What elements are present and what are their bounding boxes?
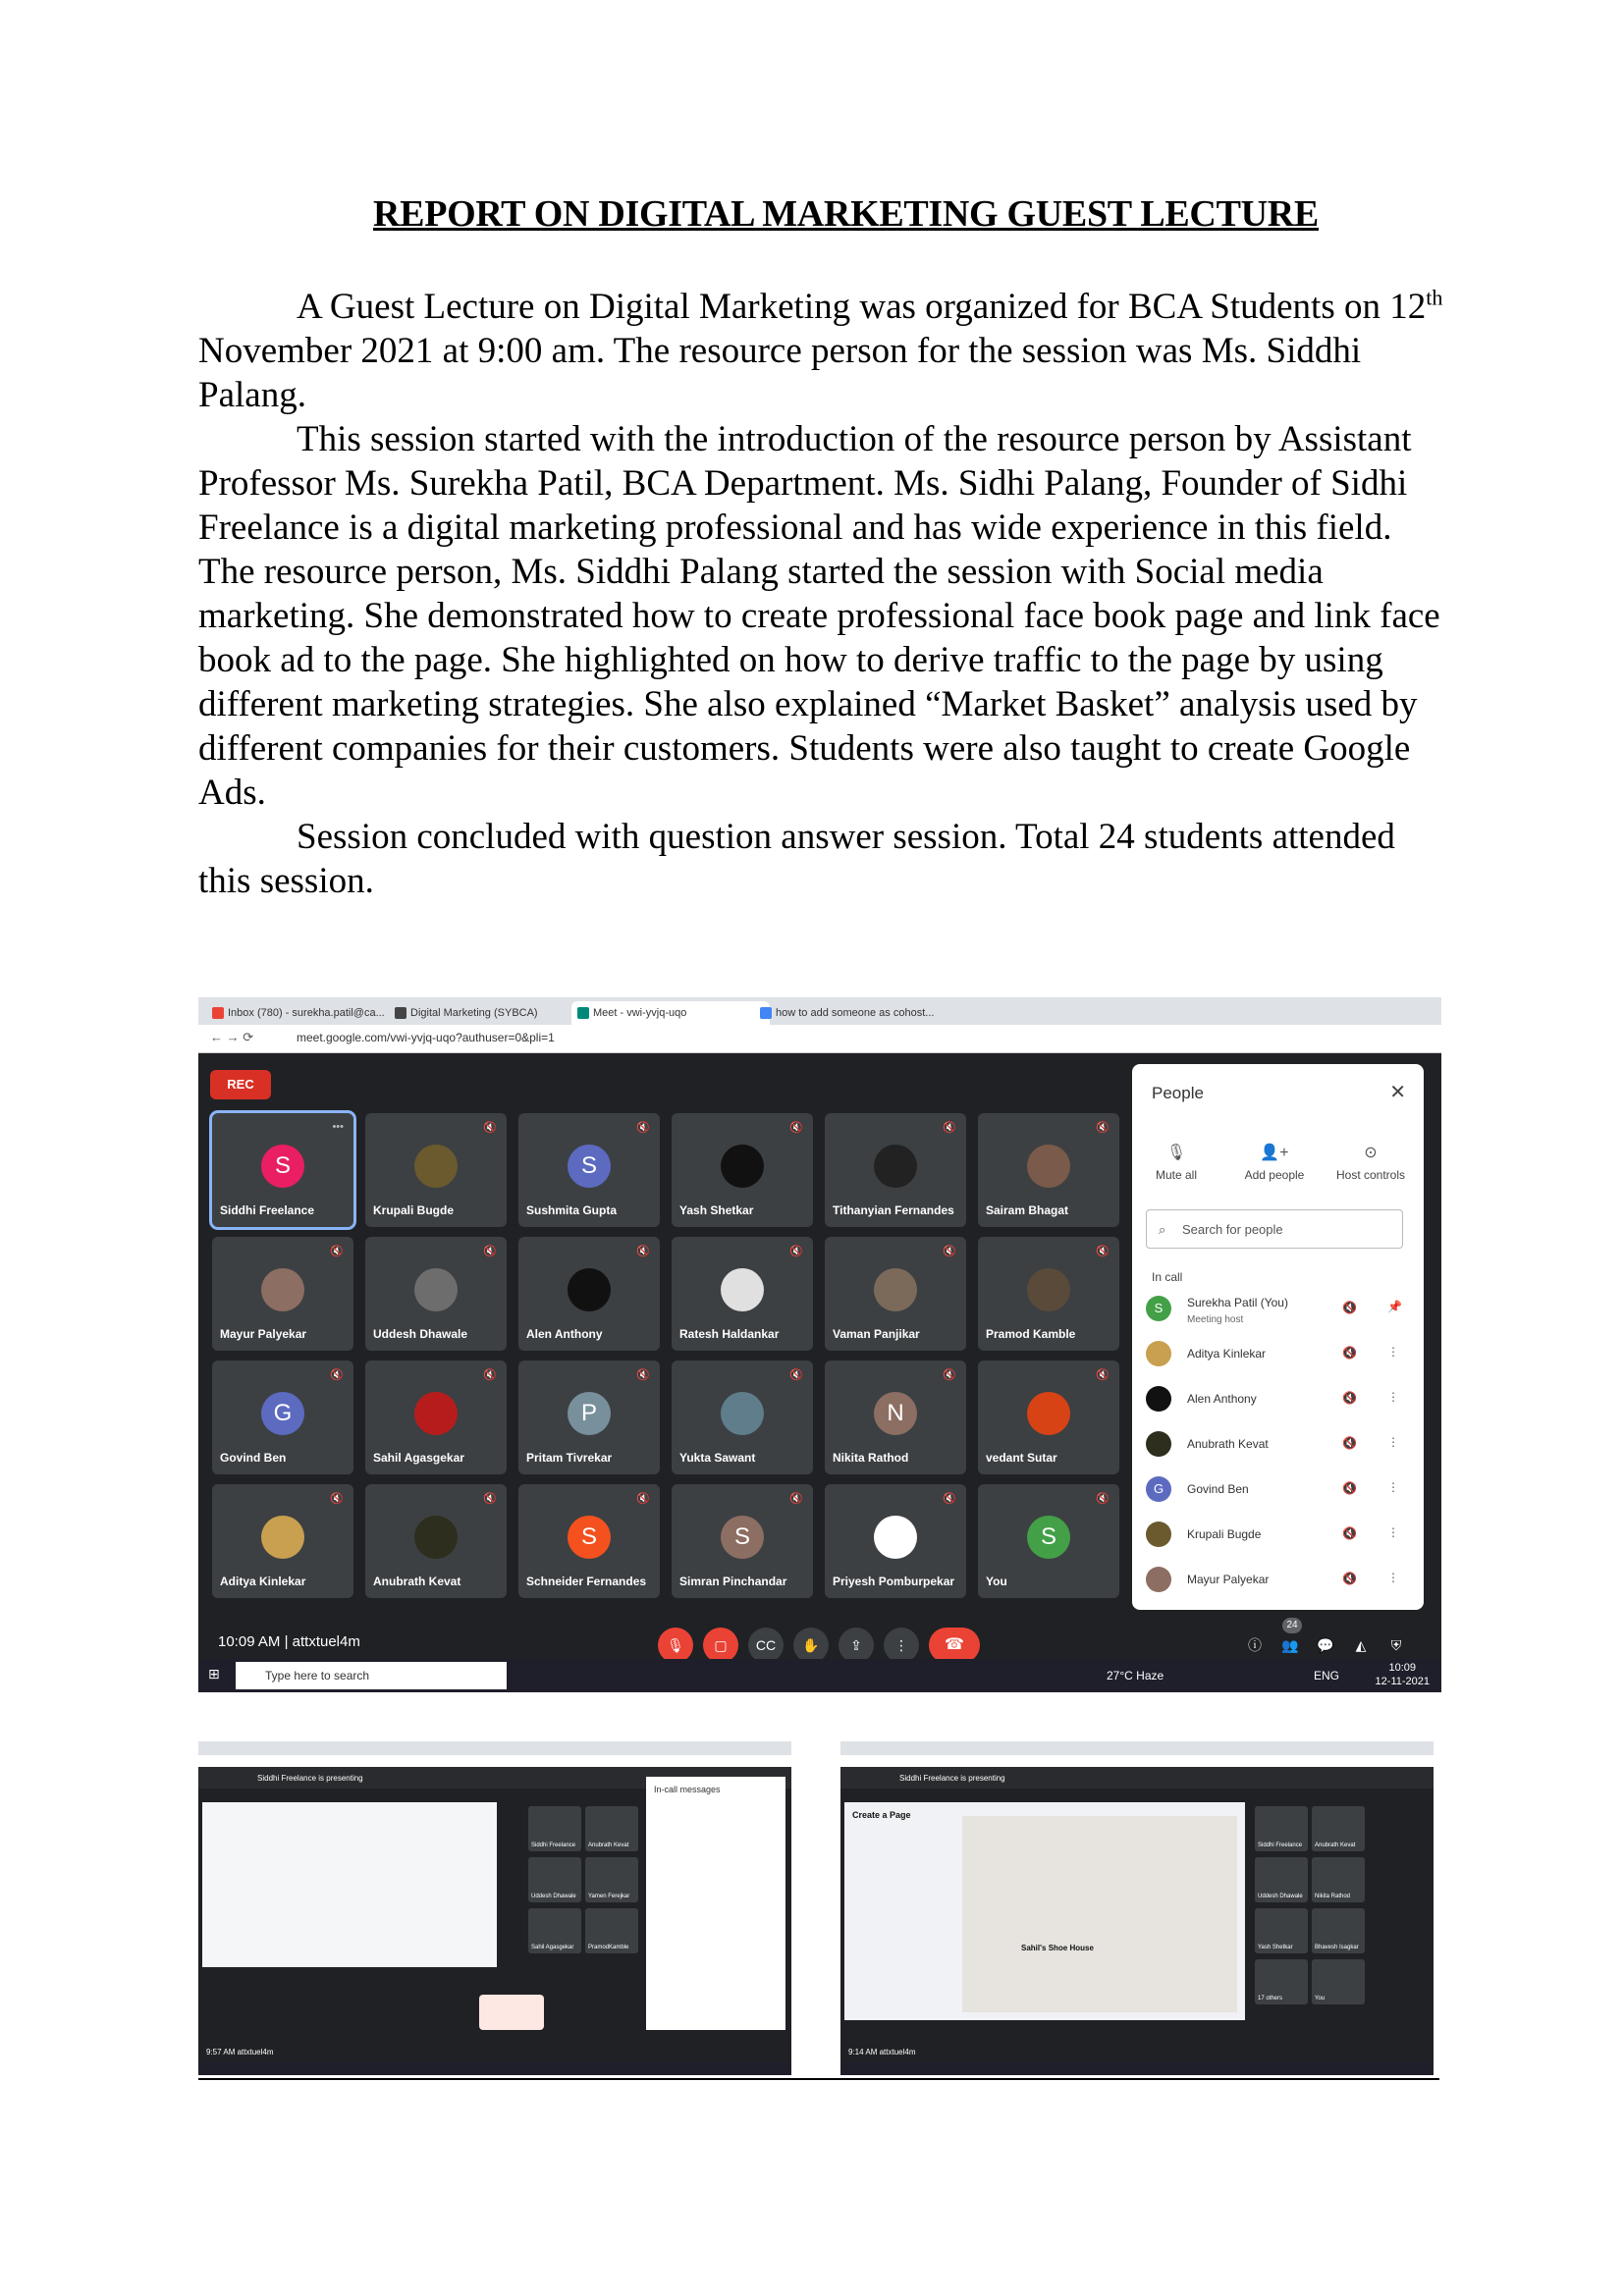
avatar: S (568, 1516, 611, 1559)
chat-button[interactable]: 💬 (1317, 1637, 1334, 1653)
avatar: P (568, 1392, 611, 1435)
tab-search[interactable]: how to add someone as cohost... (754, 1001, 952, 1025)
participant-name: Tithanyian Fernandes (833, 1203, 954, 1217)
language-indicator: ENG (1314, 1669, 1340, 1682)
avatar (874, 1145, 917, 1188)
separator: | (284, 1633, 289, 1650)
participant-tile[interactable] (978, 1484, 1119, 1598)
avatar (1146, 1341, 1171, 1366)
participant-tile[interactable] (1312, 1959, 1365, 2004)
mic-off-icon: 🔇 (1342, 1391, 1357, 1405)
mic-off-icon: 🔇 (636, 1493, 650, 1505)
windows-start-icon[interactable]: ⊞ (208, 1666, 220, 1682)
participant-tile[interactable] (585, 1857, 638, 1902)
mic-toggle-button[interactable]: 🎙 (658, 1628, 693, 1663)
participant-tile[interactable] (978, 1361, 1119, 1474)
avatar (1146, 1386, 1171, 1412)
url-text: meet.google.com/vwi-yvjq-uqo?authuser=0&pli=1 (297, 1031, 555, 1044)
mic-off-icon: 🔇 (330, 1246, 344, 1257)
screen-share-screenshot-facebook (840, 1741, 1434, 2075)
participant-tile[interactable] (1255, 1959, 1308, 2004)
browser-tab-bar (198, 1741, 791, 1755)
participant-name: Alen Anthony (526, 1327, 603, 1341)
paragraph-4: Session concluded with question answer session. Total 24 students attended this session. (198, 817, 1395, 901)
more-icon[interactable]: ⋮ (1387, 1480, 1399, 1494)
mic-off-icon: 🔇 (483, 1122, 497, 1134)
participant-name: Sushmita Gupta (526, 1203, 618, 1217)
participant-name: Mayur Palyekar (220, 1327, 307, 1341)
avatar (874, 1516, 917, 1559)
mic-off-icon: 🔇 (1096, 1246, 1110, 1257)
participant-tile[interactable] (1255, 1857, 1308, 1902)
people-list-item[interactable] (1146, 1429, 1411, 1459)
people-list-item[interactable] (1146, 1565, 1411, 1594)
avatar (414, 1516, 458, 1559)
participant-name: Krupali Bugde (373, 1203, 455, 1217)
participant-tile[interactable] (365, 1484, 507, 1598)
more-icon[interactable]: ⋮ (1387, 1390, 1399, 1404)
mic-off-icon: 🔇 (789, 1493, 803, 1505)
person-name: Krupali Bugde (1187, 1527, 1262, 1541)
avatar (414, 1145, 458, 1188)
person-name: Govind Ben (1187, 1482, 1249, 1496)
shared-screen: Create a Page Sahil's Shoe House (844, 1802, 1245, 2020)
participant-name: Siddhi Freelance (220, 1203, 315, 1217)
gmail-icon (212, 1007, 224, 1019)
participant-tile[interactable] (528, 1857, 581, 1902)
participant-name: Pritam Tivrekar (526, 1451, 613, 1465)
person-name: Mayur Palyekar (1187, 1573, 1270, 1586)
mic-off-icon: 🔇 (330, 1369, 344, 1381)
mic-off-icon: 🔇 (789, 1246, 803, 1257)
in-call-label: In call (1152, 1270, 1183, 1284)
avatar (414, 1392, 458, 1435)
participant-name: Uddesh Dhawale (1258, 1894, 1303, 1899)
presenting-banner: Siddhi Freelance is presenting (840, 1767, 1434, 1789)
person-name: Aditya Kinlekar (1187, 1347, 1267, 1361)
mute-all-button[interactable]: 🎙 Mute all (1132, 1143, 1220, 1182)
shot3-time: 9:14 AM attxtuel4m (848, 2048, 916, 2056)
bottom-rule (198, 2078, 1439, 2080)
avatar: S (721, 1516, 764, 1559)
people-search-input[interactable]: ⌕ Search for people (1146, 1209, 1403, 1249)
meet-icon (577, 1007, 589, 1019)
paragraph-1: A Guest Lecture on Digital Marketing was organized for BCA Students on 12th November 2021 at 9:00 am. The resource person for the session was Ms. Siddhi Palang. (198, 285, 1443, 415)
address-bar[interactable] (198, 1025, 1441, 1053)
raise-hand-button[interactable]: ✋ (793, 1628, 829, 1663)
pin-icon[interactable]: 📌 (1387, 1300, 1402, 1313)
mic-off-icon: 🔇 (483, 1246, 497, 1257)
meeting-time: 10:09 AM | attxtuel4m (218, 1633, 360, 1650)
participant-tile[interactable] (825, 1361, 966, 1474)
mic-off-icon: 🔇 (943, 1493, 956, 1505)
toggle-icon: ⊙ (1364, 1145, 1378, 1161)
avatar (1027, 1392, 1070, 1435)
tab-meet[interactable]: Meet - vwi-yvjq-uqo (571, 1001, 770, 1025)
mic-off-icon: 🔇 (1342, 1301, 1357, 1314)
shot2-time: 9:57 AM attxtuel4m (206, 2048, 274, 2056)
mic-off-icon: 🔇 (1096, 1369, 1110, 1381)
avatar (721, 1145, 764, 1188)
mic-off-icon: 🎙 (1165, 1145, 1187, 1161)
participant-tile[interactable] (825, 1484, 966, 1598)
participant-name: You (986, 1575, 1007, 1588)
participant-tile[interactable] (518, 1237, 660, 1351)
add-people-button[interactable]: 👤+ Add people (1230, 1143, 1319, 1182)
participant-tile[interactable] (365, 1237, 507, 1351)
participant-tile[interactable] (365, 1113, 507, 1227)
person-role: Meeting host (1187, 1314, 1244, 1325)
participant-tile[interactable] (365, 1361, 507, 1474)
people-list-item[interactable] (1146, 1339, 1411, 1368)
shared-screen (202, 1802, 497, 1967)
mic-off-icon: 🔇 (1096, 1493, 1110, 1505)
taskbar-clock: 10:09 12-11-2021 (1375, 1662, 1430, 1687)
captions-button[interactable]: CC (748, 1628, 784, 1663)
tab-classroom[interactable]: Digital Marketing (SYBCA) (389, 1001, 587, 1025)
participant-tile[interactable] (1312, 1806, 1365, 1851)
paragraph-2: This session started with the introduction of the resource person by Assistant Professor Ms. Surekha Patil, BCA Department. Ms. Sidhi Palang, Founder of Sidhi Freelance is a digital marketing professional and has wide experience in this field. (198, 419, 1412, 548)
report-title: REPORT ON DIGITAL MARKETING GUEST LECTURE (373, 193, 1319, 235)
participant-name: Yash Shetkar (679, 1203, 754, 1217)
participant-tile[interactable] (672, 1113, 813, 1227)
activities-button[interactable]: ◭ (1355, 1637, 1367, 1653)
participant-tile[interactable] (978, 1237, 1119, 1351)
avatar (1146, 1522, 1171, 1547)
participant-name: Simran Pinchandar (679, 1575, 787, 1588)
more-icon[interactable]: ⋮ (1387, 1345, 1399, 1359)
avatar (721, 1268, 764, 1311)
participant-name: 17 others (1258, 1996, 1283, 2002)
mic-off-icon: 🔇 (1342, 1526, 1357, 1540)
mic-off-icon: 🔇 (636, 1122, 650, 1134)
participant-name: Sahil Agasgekar (373, 1451, 464, 1465)
participant-tile[interactable] (585, 1908, 638, 1953)
more-icon[interactable]: ⋮ (1387, 1525, 1399, 1539)
participant-name: vedant Sutar (986, 1451, 1057, 1465)
person-name: Anubrath Kevat (1187, 1437, 1269, 1451)
avatar (414, 1268, 458, 1311)
avatar: N (874, 1392, 917, 1435)
person-name: Alen Anthony (1187, 1392, 1257, 1406)
participant-tile[interactable] (212, 1484, 353, 1598)
participant-name: Priyesh Pomburpekar (833, 1575, 955, 1588)
participant-name: Yash Shetkar (1258, 1945, 1293, 1950)
windows-taskbar (840, 2061, 1434, 2075)
participant-name: Nikita Rathod (1315, 1894, 1351, 1899)
participant-name: Yamen Ferejkar (588, 1894, 630, 1899)
participant-name: Sahil Agasgekar (531, 1945, 574, 1950)
participant-tile[interactable] (528, 1908, 581, 1953)
participant-tile[interactable] (1312, 1857, 1365, 1902)
participant-tile[interactable] (518, 1113, 660, 1227)
participant-tile[interactable] (825, 1237, 966, 1351)
participant-name: Siddhi Freelance (531, 1842, 576, 1848)
participant-name: Pramod Kamble (986, 1327, 1076, 1341)
mic-off-icon: 🔇 (943, 1246, 956, 1257)
mic-off-icon: 🔇 (943, 1122, 956, 1134)
page-preview: Sahil's Shoe House (962, 1816, 1237, 2012)
mic-off-icon: 🔇 (483, 1493, 497, 1505)
browser-tab-bar (840, 1741, 1434, 1755)
participant-tile[interactable] (1255, 1908, 1308, 1953)
people-button[interactable]: 👥 (1281, 1637, 1299, 1653)
avatar (1146, 1567, 1171, 1592)
more-icon[interactable]: ⋮ (1387, 1571, 1399, 1584)
participant-name: Anubrath Kevat (1315, 1842, 1356, 1848)
presenting-banner: Siddhi Freelance is presenting (198, 1767, 791, 1789)
avatar: S (568, 1145, 611, 1188)
participant-name: Aditya Kinlekar (220, 1575, 306, 1588)
avatar (1027, 1145, 1070, 1188)
participant-name: PramodKamble (588, 1945, 629, 1950)
person-name: Surekha Patil (You) (1187, 1296, 1288, 1309)
avatar (568, 1268, 611, 1311)
participant-name: Ratesh Haldankar (679, 1327, 780, 1341)
browser-tab-bar (198, 997, 1441, 1025)
participant-tile[interactable] (518, 1484, 660, 1598)
people-list-item[interactable] (1146, 1384, 1411, 1414)
host-shield-button[interactable]: ⛨ (1390, 1637, 1402, 1653)
participant-tile[interactable] (518, 1361, 660, 1474)
rec-badge: REC (210, 1070, 271, 1099)
avatar (721, 1392, 764, 1435)
taskbar-search-input[interactable]: Type here to search (236, 1662, 507, 1689)
participant-tile[interactable] (825, 1113, 966, 1227)
participant-name: Uddesh Dhawale (531, 1894, 576, 1899)
people-count-badge: 24 (1282, 1618, 1302, 1633)
mic-off-icon: 🔇 (943, 1369, 956, 1381)
participant-tile[interactable] (585, 1806, 638, 1851)
back-forward-icon[interactable]: ← → ⟳ (210, 1030, 254, 1044)
avatar: S (1027, 1516, 1070, 1559)
info-button[interactable]: ⓘ (1248, 1637, 1262, 1653)
participant-tile[interactable] (212, 1113, 353, 1227)
people-title: People (1152, 1084, 1204, 1102)
mic-off-icon: 🔇 (1096, 1122, 1110, 1134)
avatar (874, 1268, 917, 1311)
mic-off-icon: 🔇 (636, 1246, 650, 1257)
mic-off-icon: 🔇 (483, 1369, 497, 1381)
windows-taskbar (198, 2061, 791, 2075)
classroom-icon (395, 1007, 406, 1019)
participant-name: Bhavesh Isagkar (1315, 1945, 1359, 1950)
google-icon (760, 1007, 772, 1019)
participant-name: You (1315, 1996, 1326, 2002)
mic-off-icon: 🔇 (789, 1369, 803, 1381)
mic-off-icon: 🔇 (330, 1493, 344, 1505)
avatar (1027, 1268, 1070, 1311)
participant-tile[interactable] (978, 1113, 1119, 1227)
participant-name: Anubrath Kevat (373, 1575, 461, 1588)
weather-status: 27°C Haze (1107, 1669, 1164, 1682)
meeting-code: attxtuel4m (292, 1633, 360, 1650)
participant-name: Yukta Sawant (679, 1451, 756, 1465)
meet-screenshot (198, 997, 1441, 1692)
participant-tile[interactable] (672, 1237, 813, 1351)
participant-tile[interactable] (672, 1484, 813, 1598)
more-icon[interactable]: ⋮ (1387, 1435, 1399, 1449)
avatar (261, 1268, 304, 1311)
participant-name: Schneider Fernandes (526, 1575, 647, 1588)
camera-toggle-button[interactable]: ▢ (703, 1628, 738, 1663)
avatar: S (261, 1145, 304, 1188)
mic-off-icon: 🔇 (636, 1369, 650, 1381)
end-call-button[interactable]: ☎ (929, 1628, 980, 1663)
participant-name: Nikita Rathod (833, 1451, 909, 1465)
participant-name: Govind Ben (220, 1451, 287, 1465)
participant-name: Vaman Panjikar (833, 1327, 920, 1341)
screen-share-screenshot-chat (198, 1741, 791, 2075)
mic-off-icon: 🔇 (1342, 1481, 1357, 1495)
people-list-item[interactable] (1146, 1294, 1411, 1323)
avatar: G (261, 1392, 304, 1435)
participant-tile[interactable] (1312, 1908, 1365, 1953)
mic-off-icon: 🔇 (1342, 1346, 1357, 1360)
windows-taskbar (198, 1659, 1441, 1692)
report-body (198, 285, 1455, 903)
participant-name: Anubrath Kevat (588, 1842, 629, 1848)
mic-off-icon: 🔇 (1342, 1572, 1357, 1585)
people-panel (1132, 1064, 1424, 1610)
search-icon: ⌕ (1159, 1222, 1166, 1237)
more-options-button[interactable]: ⋮ (884, 1628, 919, 1663)
close-icon[interactable]: ✕ (1389, 1082, 1406, 1103)
paragraph-3: The resource person, Ms. Siddhi Palang started the session with Social media marketing. She demonstrated how to create professional face book page and link face book ad to the page. She highlighted on how to derive traffic to the page by using different marketing strategies. She also explained “Market Basket” analysis used by different companies for their customers. Students were also taught to create Google Ads. (198, 552, 1440, 813)
tab-gmail[interactable]: Inbox (780) - surekha.patil@ca... (206, 1001, 405, 1025)
avatar: G (1146, 1476, 1171, 1502)
host-controls-button[interactable]: ⊙ Host controls (1326, 1143, 1415, 1182)
present-button[interactable]: ⇪ (839, 1628, 874, 1663)
participant-name: Siddhi Freelance (1258, 1842, 1303, 1848)
camera-popup (479, 1995, 544, 2030)
mic-off-icon: 🔇 (789, 1122, 803, 1134)
more-icon: ••• (332, 1121, 344, 1133)
avatar: S (1146, 1296, 1171, 1321)
participant-name: Sairam Bhagat (986, 1203, 1069, 1217)
avatar (261, 1516, 304, 1559)
people-list-item[interactable] (1146, 1520, 1411, 1549)
add-person-icon: 👤+ (1260, 1145, 1289, 1161)
participant-tile[interactable] (212, 1361, 353, 1474)
people-list-item[interactable] (1146, 1474, 1411, 1504)
participant-tile[interactable] (1255, 1806, 1308, 1851)
mic-off-icon: 🔇 (1342, 1436, 1357, 1450)
participant-tile[interactable] (212, 1237, 353, 1351)
participant-name: Uddesh Dhawale (373, 1327, 468, 1341)
avatar (1146, 1431, 1171, 1457)
participant-tile[interactable] (528, 1806, 581, 1851)
chat-panel: In-call messages (646, 1777, 785, 2030)
participant-tile[interactable] (672, 1361, 813, 1474)
